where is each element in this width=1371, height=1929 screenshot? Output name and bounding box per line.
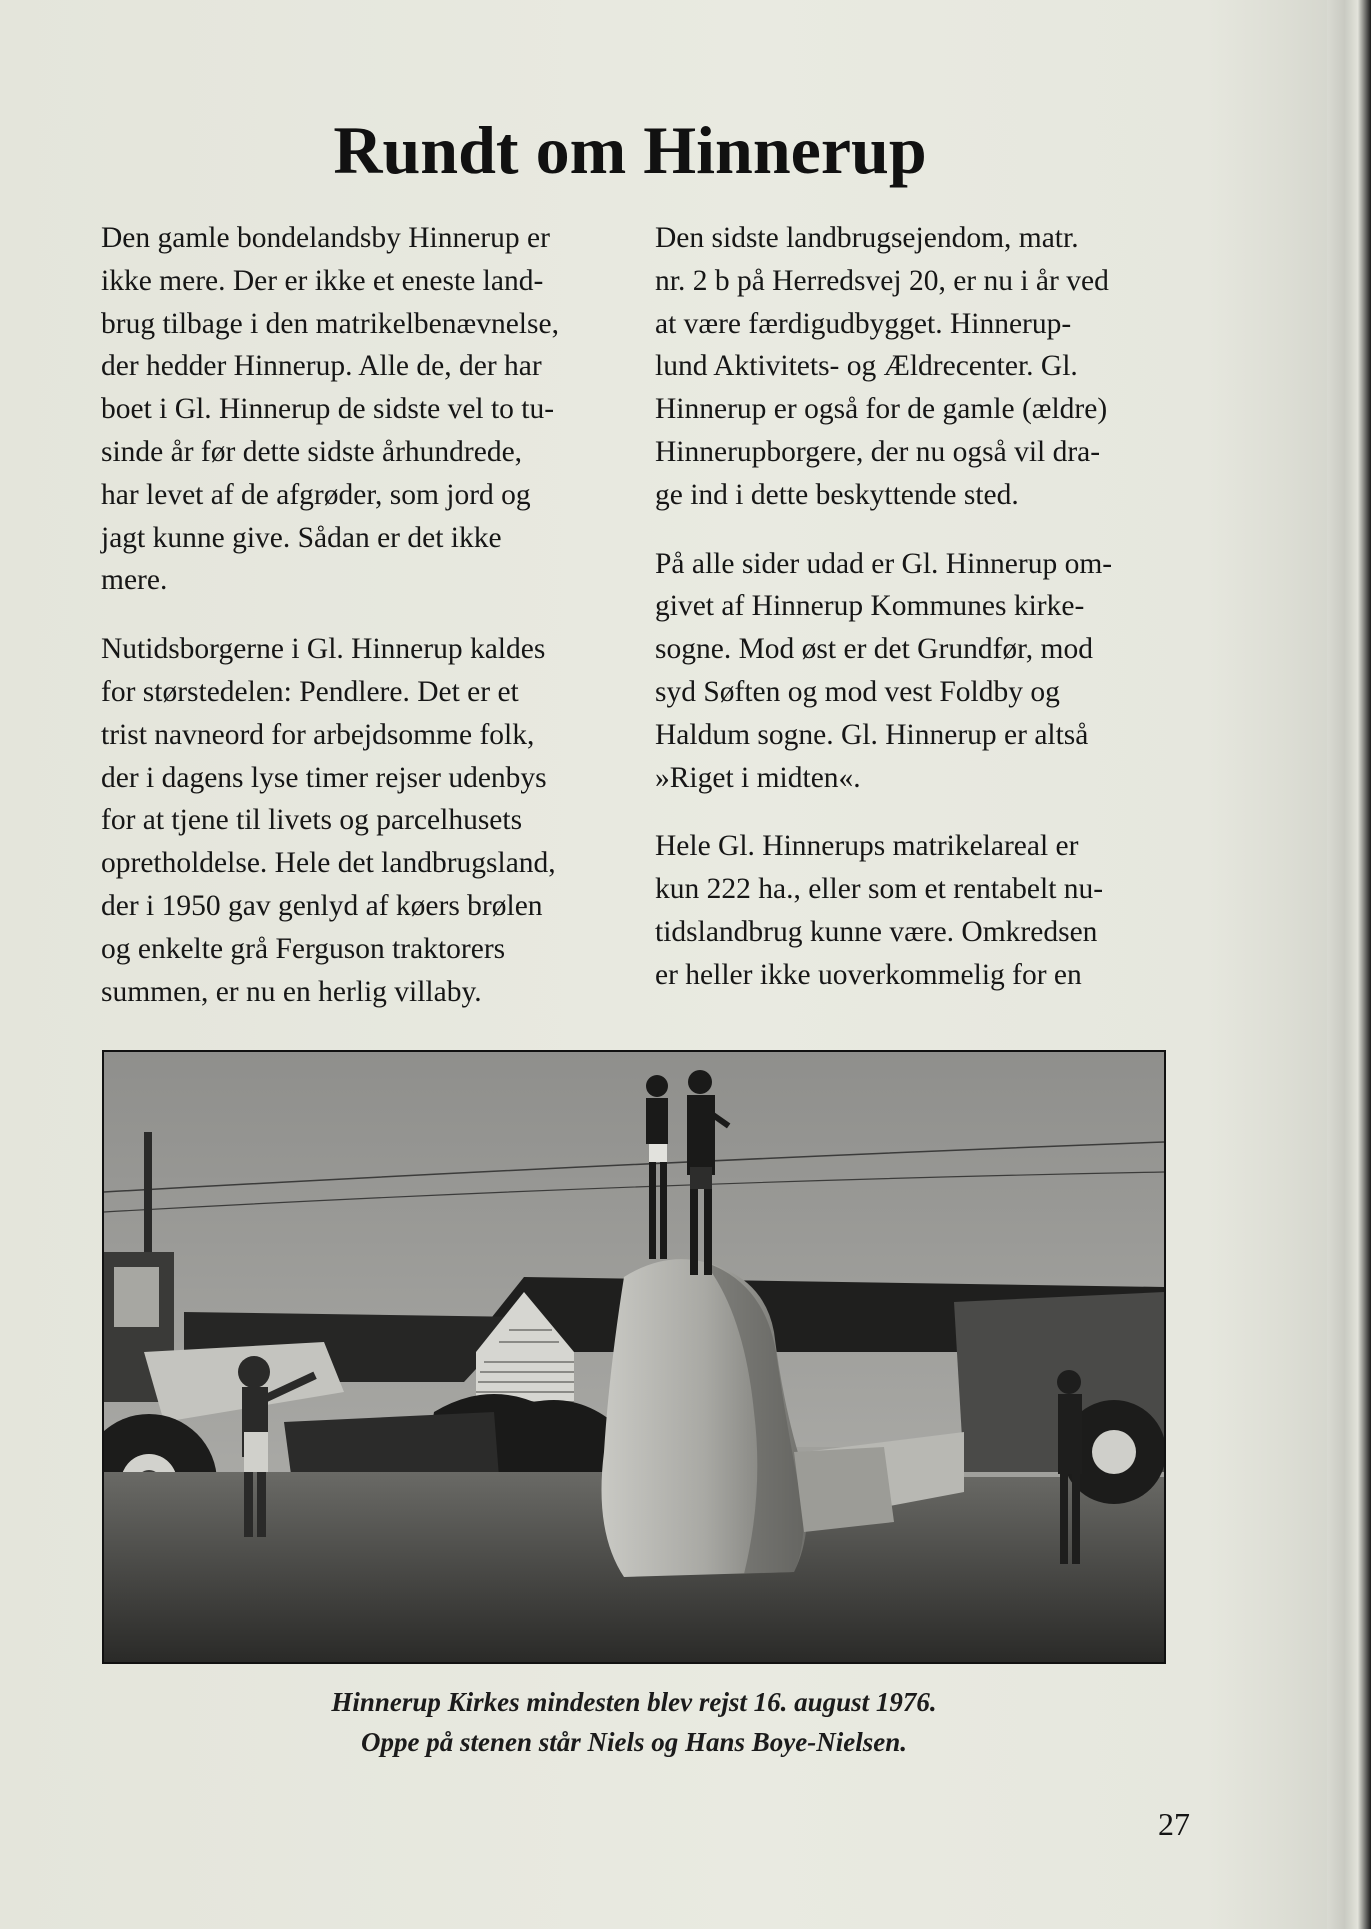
text-line: På alle sider udad er Gl. Hinnerup om- xyxy=(655,547,1113,580)
paragraph-gap xyxy=(655,799,1175,825)
paragraph xyxy=(655,825,1175,996)
paragraph xyxy=(101,217,621,602)
text-line: at være færdigudbygget. Hinnerup- xyxy=(655,307,1072,340)
caption-line: Oppe på stenen står Niels og Hans Boye-Nielsen. xyxy=(361,1727,907,1757)
text-line: trist navneord for arbejdsomme folk, xyxy=(101,718,535,751)
text-line: der i 1950 gav genlyd af køers brølen xyxy=(101,889,543,922)
paragraph-gap xyxy=(655,517,1175,543)
photo-memorial-stone xyxy=(102,1050,1166,1664)
text-line: og enkelte grå Ferguson traktorers xyxy=(101,932,506,965)
photo-illustration xyxy=(104,1052,1164,1662)
caption-line: Hinnerup Kirkes mindesten blev rejst 16. august 1976. xyxy=(331,1687,937,1717)
text-line: der i dagens lyse timer rejser udenbys xyxy=(101,761,547,794)
text-line: ge ind i dette beskyttende sted. xyxy=(655,478,1019,511)
text-line: brug tilbage i den matrikelbenævnelse, xyxy=(101,307,559,340)
paragraph xyxy=(655,217,1175,517)
text-line: Hinnerupborgere, der nu også vil dra- xyxy=(655,435,1101,468)
text-line: sinde år før dette sidste århundrede, xyxy=(101,435,523,468)
page-number: 27 xyxy=(1158,1806,1190,1842)
text-line: mere. xyxy=(101,564,168,597)
text-line: givet af Hinnerup Kommunes kirke- xyxy=(655,590,1085,623)
text-line: er heller ikke uoverkommelig for en xyxy=(655,958,1082,991)
text-line: Nutidsborgerne i Gl. Hinnerup kaldes xyxy=(101,633,546,666)
text-line: har levet af de afgrøder, som jord og xyxy=(101,478,531,511)
page-title: Rundt om Hinnerup xyxy=(333,112,927,188)
left-text-column xyxy=(101,217,621,1013)
text-line: »Riget i midten«. xyxy=(655,761,861,794)
text-line: summen, er nu en herlig villaby. xyxy=(101,975,482,1008)
text-line: Den sidste landbrugsejendom, matr. xyxy=(655,222,1079,254)
text-line: Hinnerup er også for de gamle (ældre) xyxy=(655,393,1108,426)
text-line: for at tjene til livets og parcelhusets xyxy=(101,804,523,837)
text-line: Hele Gl. Hinnerups matrikelareal er xyxy=(655,830,1079,863)
photo-caption xyxy=(102,1682,1166,1762)
right-text-column xyxy=(655,217,1175,997)
text-line: Haldum sogne. Gl. Hinnerup er altså xyxy=(655,718,1089,751)
text-line: for størstedelen: Pendlere. Det er et xyxy=(101,675,519,708)
text-line: der hedder Hinnerup. Alle de, der har xyxy=(101,350,542,383)
text-line: sogne. Mod øst er det Grundfør, mod xyxy=(655,633,1093,666)
paragraph-gap xyxy=(101,602,621,628)
text-line: boet i Gl. Hinnerup de sidste vel to tu- xyxy=(101,393,555,426)
text-line: lund Aktivitets- og Ældrecenter. Gl. xyxy=(655,350,1078,383)
paragraph xyxy=(101,628,621,1013)
paragraph xyxy=(655,543,1175,800)
text-line: ikke mere. Der er ikke et eneste land- xyxy=(101,264,544,297)
page-edge-shadow xyxy=(1327,0,1371,1929)
text-line: kun 222 ha., eller som et rentabelt nu- xyxy=(655,873,1104,906)
text-line: jagt kunne give. Sådan er det ikke xyxy=(101,521,502,554)
text-line: Den gamle bondelandsby Hinnerup er xyxy=(101,222,550,254)
text-line: tidslandbrug kunne være. Omkredsen xyxy=(655,915,1098,948)
text-line: syd Søften og mod vest Foldby og xyxy=(655,675,1060,708)
text-line: opretholdelse. Hele det landbrugsland, xyxy=(101,847,556,880)
text-line: nr. 2 b på Herredsvej 20, er nu i år ved xyxy=(655,264,1109,297)
